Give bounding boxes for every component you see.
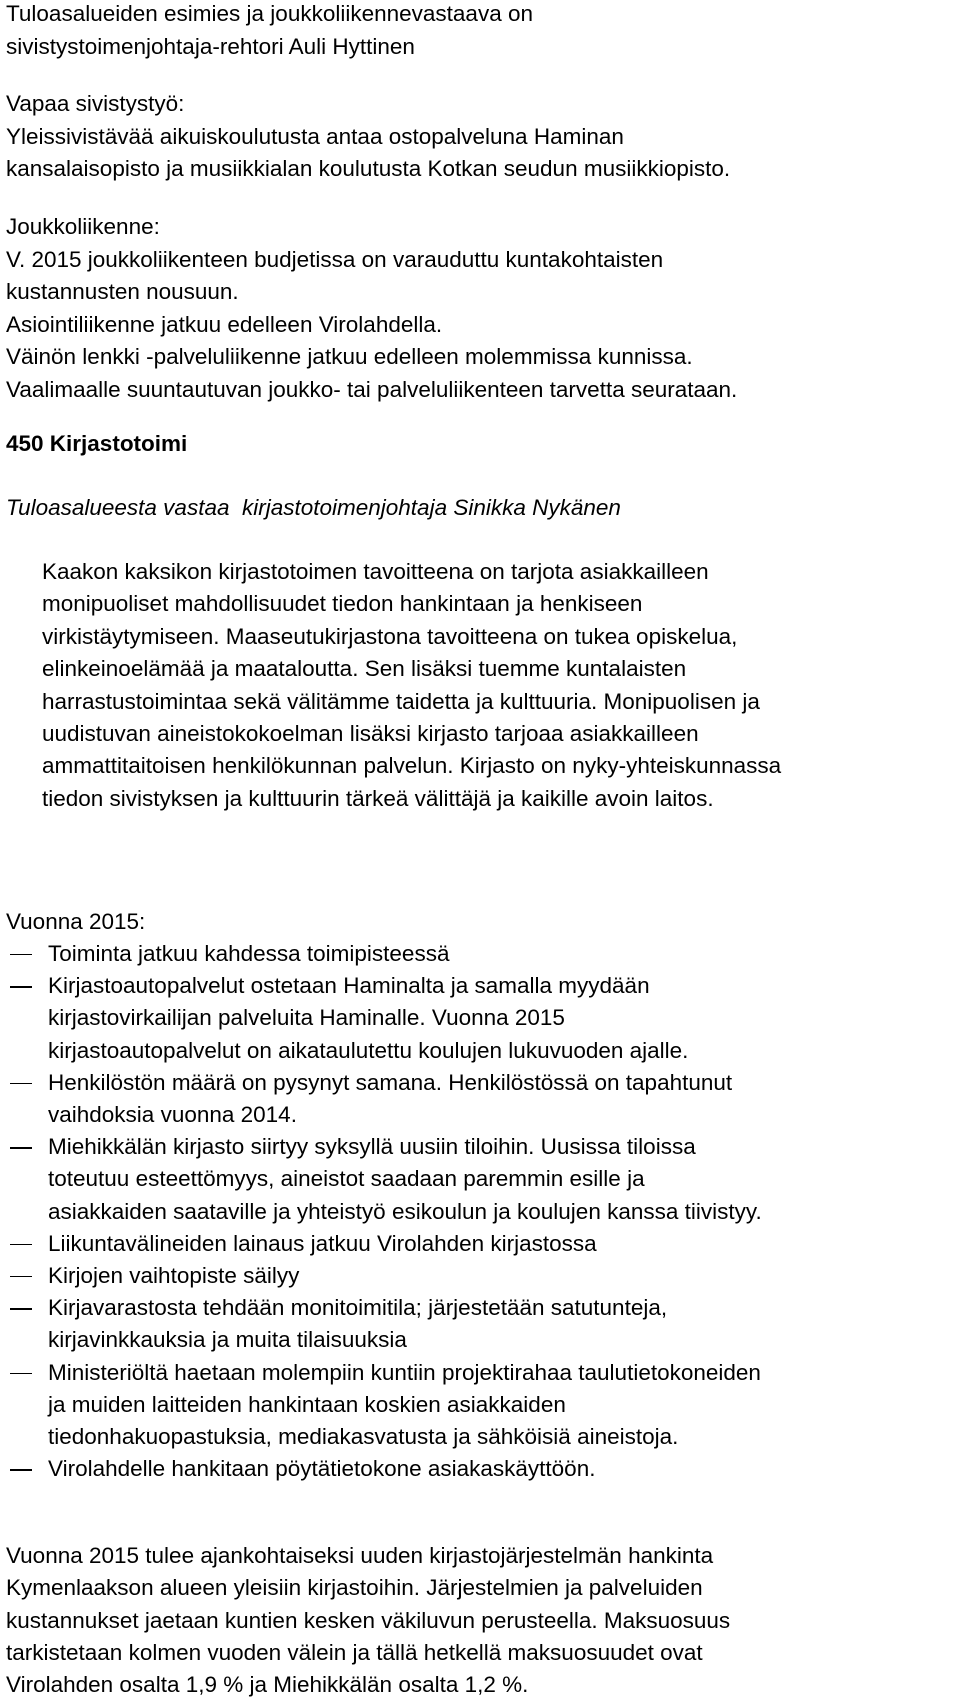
bullet-item: Miehikkälän kirjasto siirtyy syksyllä uusiin tiloihin. Uusissa tiloissa toteutuu esteettömyys, aineistot saadaan paremmin esille ja asiakkaiden saataville ja yhteistyö esikoulun ja koulujen kanssa tiivistyy. [6,1131,956,1228]
year-label: Vuonna 2015: [6,909,146,934]
bullet-item: Kirjojen vaihtopiste säilyy [6,1260,956,1292]
paragraph-line: Väinön lenkki -palveluliikenne jatkuu edelleen molemmissa kunnissa. [6,344,693,369]
dash-bullet-icon [10,1469,32,1470]
bullet-item: Kirjavarastosta tehdään monitoimitila; järjestetään satutunteja, kirjavinkkauksia ja muita tilaisuuksia [6,1292,956,1356]
closing-paragraph [6,1540,730,1701]
bullet-item: Virolahdelle hankitaan pöytätietokone asiakaskäyttöön. [6,1453,956,1485]
paragraph-line: Asiointiliikenne jatkuu edelleen Virolahdella. [6,311,443,337]
paragraph-line: kustannusten nousuun. [6,279,239,304]
paragraph-line: kustannukset jaetaan kuntien kesken väkiluvun perusteella. Maksuosuus [6,1607,731,1633]
paragraph-line: virkistäytymiseen. Maaseutukirjastona tavoitteena on tukea opiskelua, [42,623,738,649]
paragraph-line: monipuoliset mahdollisuudet tiedon hankintaan ja henkiseen [42,591,643,617]
paragraph-line: Virolahden osalta 1,9 % ja Miehikkälän osalta 1,2 %. [6,1672,529,1698]
paragraph-line: Kaakon kaksikon kirjastotoimen tavoitteena on tarjota asiakkailleen [42,559,709,584]
paragraph-line: tiedon sivistyksen ja kulttuurin tärkeä välittäjä ja kaikille avoin laitos. [42,785,714,811]
dash-bullet-icon [10,986,32,987]
library-goal-paragraph [42,556,781,815]
paragraph-line: Kymenlaakson alueen yleisiin kirjastoihin. Järjestelmien ja palveluiden [6,1575,703,1601]
intro-line: sivistystoimenjohtaja-rehtori Auli Hyttinen [6,33,415,59]
section-heading: 450 Kirjastotoimi [6,431,188,456]
bullet-item: Henkilöstön määrä on pysynyt samana. Henkilöstössä on tapahtunut vaihdoksia vuonna 2014. [6,1067,956,1131]
plans-bullet-list [6,938,956,1485]
section-label: Vapaa sivistystyö: [6,91,185,116]
section-label: Joukkoliikenne: [6,214,160,239]
dash-bullet-icon [10,1373,32,1374]
dash-bullet-icon [10,1083,32,1084]
paragraph-line: tarkistetaan kolmen vuoden välein ja tällä hetkellä maksuosuudet ovat [6,1639,703,1665]
paragraph-line: uudistuvan aineistokokoelman lisäksi kirjasto tarjoaa asiakkailleen [42,721,699,747]
vapaa-sivistystyo-paragraph [6,88,730,186]
joukkoliikenne-paragraph [6,211,737,406]
bullet-item: Liikuntavälineiden lainaus jatkuu Virolahden kirjastossa [6,1228,956,1260]
paragraph-line: ammattitaitoisen henkilökunnan palvelun. Kirjasto on nyky-yhteiskunnassa [42,753,782,779]
paragraph-line: Vaalimaalle suuntautuvan joukko- tai palveluliikenteen tarvetta seurataan. [6,376,738,402]
responsible-person-line: Tuloasalueesta vastaa kirjastotoimenjohtaja Sinikka Nykänen [6,495,621,520]
dash-bullet-icon [10,1276,32,1277]
paragraph-line: Vuonna 2015 tulee ajankohtaiseksi uuden kirjastojärjestelmän hankinta [6,1543,714,1568]
paragraph-line: V. 2015 joukkoliikenteen budjetissa on varauduttu kuntakohtaisten [6,246,664,272]
paragraph-line: harrastustoimintaa sekä välitämme taidetta ja kulttuuria. Monipuolisen ja [42,688,760,714]
intro-line: Tuloasalueiden esimies ja joukkoliikennevastaava on [6,1,533,26]
bullet-item: Toiminta jatkuu kahdessa toimipisteessä [6,938,956,970]
paragraph-line: kansalaisopisto ja musiikkialan koulutusta Kotkan seudun musiikkiopisto. [6,156,731,181]
intro-paragraph [6,0,533,63]
paragraph-line: Yleissivistävää aikuiskoulutusta antaa ostopalveluna Haminan [6,123,624,149]
dash-bullet-icon [10,1147,32,1148]
dash-bullet-icon [10,1308,32,1309]
bullet-item: Kirjastoautopalvelut ostetaan Haminalta ja samalla myydään kirjastovirkailijan palveluita Haminalle. Vuonna 2015 kirjastoautopalvelut on aikataulutettu koulujen lukuvuoden ajalle. [6,970,956,1067]
paragraph-line: elinkeinoelämää ja maataloutta. Sen lisäksi tuemme kuntalaisten [42,656,687,682]
dash-bullet-icon [10,954,32,955]
bullet-item: Ministeriöltä haetaan molempiin kuntiin projektirahaa taulutietokoneiden ja muiden laitteiden hankintaan koskien asiakkaiden tiedonhakuopastuksia, mediakasvatusta ja sähköisiä aineistoja. [6,1357,956,1454]
dash-bullet-icon [10,1244,32,1245]
